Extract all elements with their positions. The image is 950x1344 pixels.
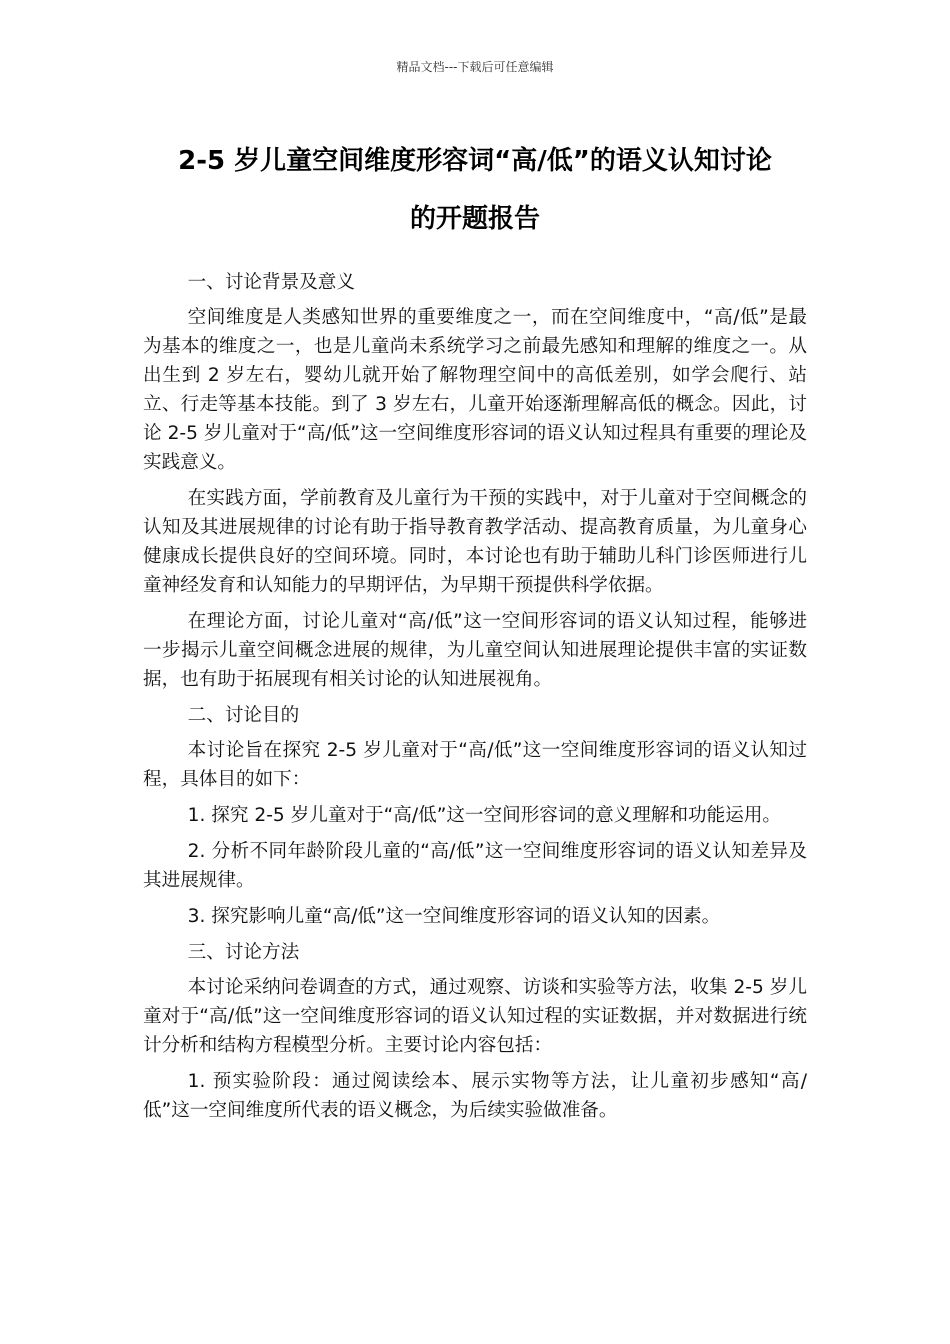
list-item-purpose-3: 3. 探究影响儿童“高/低”这一空间维度形容词的语义认知的因素。 bbox=[187, 906, 721, 927]
section-heading-method: 三、讨论方法 bbox=[187, 942, 300, 963]
list-item-purpose-2: 2. 分析不同年龄阶段儿童的“高/低”这一空间维度形容词的语义认知差异及其进展规律。 bbox=[143, 841, 807, 891]
paragraph-purpose-intro: 本讨论旨在探究 2-5 岁儿童对于“高/低”这一空间维度形容词的语义认知过程，具体目的如下： bbox=[143, 740, 807, 790]
paragraph-method-intro: 本讨论采纳问卷调查的方式，通过观察、访谈和实验等方法，收集 2-5 岁儿童对于“高/低”这一空间维度形容词的语义认知过程的实证数据，并对数据进行统计分析和结构方程模型分析。主要讨论内容包括： bbox=[143, 977, 807, 1056]
document-title bbox=[120, 132, 830, 248]
page-header: 精品文档---下载后可任意编辑 bbox=[396, 60, 554, 74]
paragraph-background: 空间维度是人类感知世界的重要维度之一，而在空间维度中，“高/低”是最为基本的维度之一，也是儿童尚未系统学习之前最先感知和理解的维度之一。从出生到 2 岁左右，婴幼儿就开始了解物理空间中的高低差别，如学会爬行、站立、行走等基本技能。到了 3 岁左右，儿童开始逐渐理解高低的概念。因此，讨论 2-5 岁儿童对于“高/低”这一空间维度形容词的语义认知过程具有重要的理论及实践意义。 bbox=[143, 307, 807, 473]
list-item-method-1: 1. 预实验阶段：通过阅读绘本、展示实物等方法，让儿童初步感知“高/低”这一空间维度所代表的语义概念，为后续实验做准备。 bbox=[143, 1071, 807, 1121]
title-line-2: 的开题报告 bbox=[409, 204, 540, 234]
section-heading-purpose: 二、讨论目的 bbox=[187, 705, 300, 726]
section-heading-background: 一、讨论背景及意义 bbox=[187, 272, 355, 293]
paragraph-practice: 在实践方面，学前教育及儿童行为干预的实践中，对于儿童对于空间概念的认知及其进展规律的讨论有助于指导教育教学活动、提高教育质量，为儿童身心健康成长提供良好的空间环境。同时，本讨论也有助于辅助儿科门诊医师进行儿童神经发育和认知能力的早期评估，为早期干预提供科学依据。 bbox=[143, 488, 807, 596]
paragraph-theory: 在理论方面，讨论儿童对“高/低”这一空间形容词的语义认知过程，能够进一步揭示儿童空间概念进展的规律，为儿童空间认知进展理论提供丰富的实证数据，也有助于拓展现有相关讨论的认知进展视角。 bbox=[143, 611, 807, 690]
title-line-1: 2-5 岁儿童空间维度形容词“高/低”的语义认知讨论 bbox=[178, 146, 772, 176]
document-body bbox=[143, 268, 807, 1132]
list-item-purpose-1: 1. 探究 2-5 岁儿童对于“高/低”这一空间形容词的意义理解和功能运用。 bbox=[187, 805, 782, 826]
